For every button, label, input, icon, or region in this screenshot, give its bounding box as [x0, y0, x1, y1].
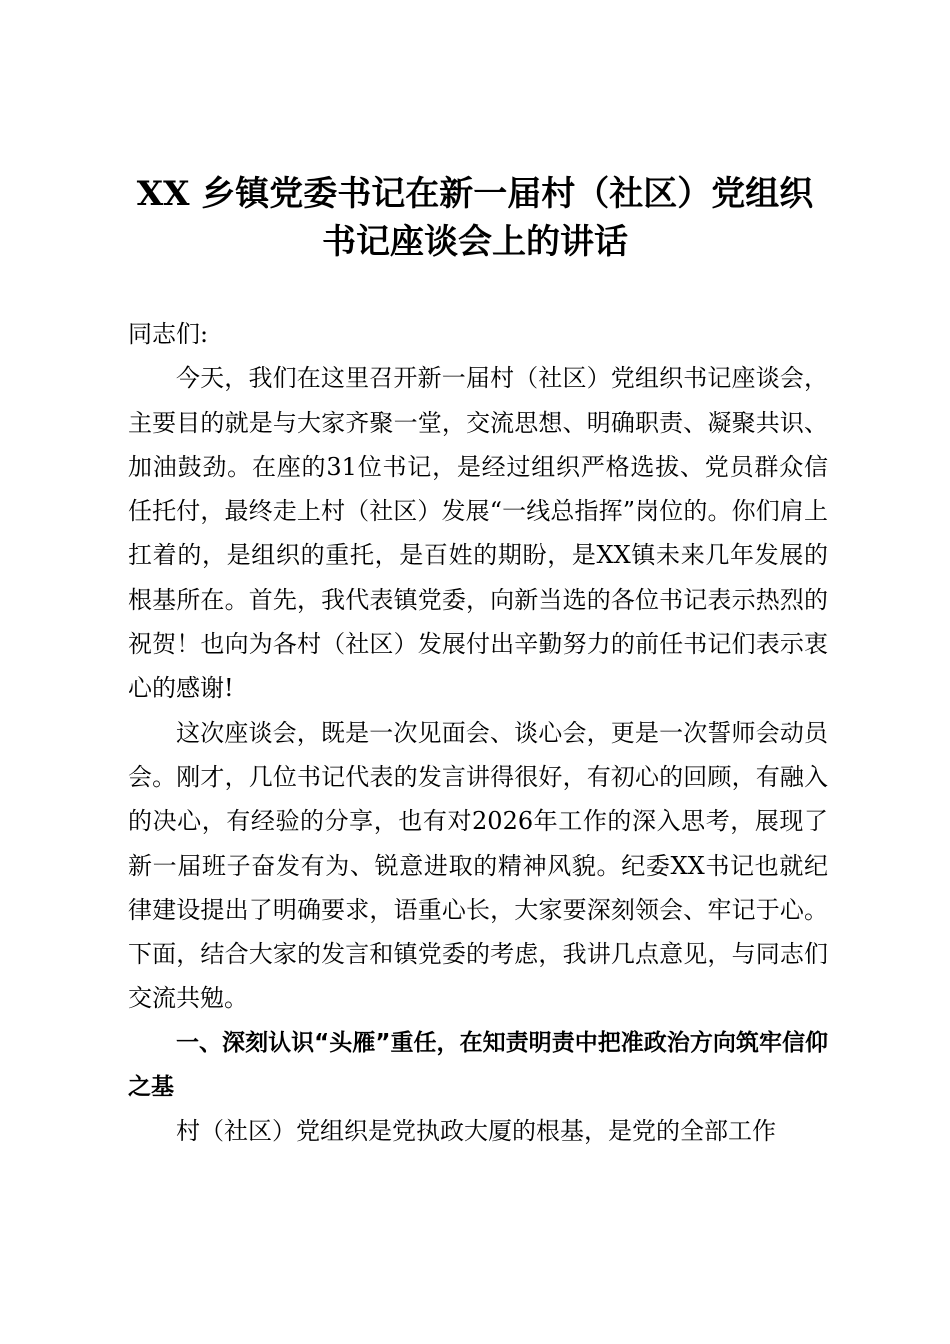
paragraph-2: 这次座谈会，既是一次见面会、谈心会，更是一次誓师会动员会。刚才，几位书记代表的发言讲得很好，有初心的回顾，有融入的决心，有经验的分享，也有对2026年工作的深入思考，展现了新一届班子奋发有为、锐意进取的精神风貌。纪委XX书记也就纪律建设提出了明确要求，语重心长，大家要深刻领会、牢记于心。下面，结合大家的发言和镇党委的考虑，我讲几点意见，与同志们交流共勉。 [128, 718, 828, 1013]
paragraph-1: 今天，我们在这里召开新一届村（社区）党组织书记座谈会，主要目的就是与大家齐聚一堂，交流思想、明确职责、凝聚共识、加油鼓劲。在座的31位书记，是经过组织严格选拔、党员群众信任托付，最终走上村（社区）发展“一线总指挥”岗位的。你们肩上扛着的，是组织的重托，是百姓的期盼，是XX镇未来几年发展的根基所在。首先，我代表镇党委，向新当选的各位书记表示热烈的祝贺！也向为各村（社区）发展付出辛勤努力的前任书记们表示衷心的感谢! [128, 364, 828, 703]
section-paragraph-1: 村（社区）党组织是党执政大厦的根基，是党的全部工作 [176, 1117, 776, 1146]
document-title [100, 170, 850, 266]
section-heading-1: 一、深刻认识“头雁”重任，在知责明责中把准政治方向筑牢信仰之基 [128, 1029, 828, 1101]
title-line-2: 书记座谈会上的讲话 [322, 222, 628, 262]
title-line-1: XX 乡镇党委书记在新一届村（社区）党组织 [136, 174, 814, 214]
document-body [128, 312, 828, 1154]
salutation: 同志们: [128, 320, 209, 348]
